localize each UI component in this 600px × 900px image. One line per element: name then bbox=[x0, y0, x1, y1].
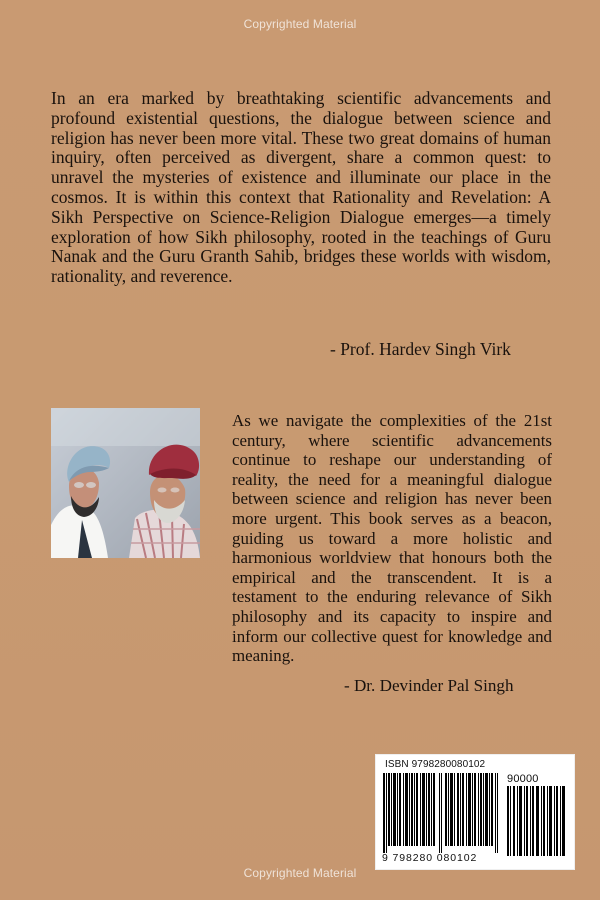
barcode-number: 9 798280 080102 bbox=[382, 852, 478, 864]
foreword-passage: In an era marked by breathtaking scientific advancements and profound existential questions, the dialogue between science and religion has never been more vital. These two great domains of human inquiry, often perceived as divergent, share a common quest: to unravel the mysteries of existence and illuminate our place in the cosmos. It is within this context that Rationality and Revelation: A Sikh Perspective on Science-Religion Dialogue emerges—a timely exploration of how Sikh philosophy, rooted in the teachings of Guru Nanak and the Guru Granth Sahib, bridges these worlds with wisdom, rationality, and reverence. bbox=[51, 88, 551, 287]
copyright-watermark-top: Copyrighted Material bbox=[243, 17, 357, 31]
endorsement-passage: As we navigate the complexities of the 21st century, where scientific advancements continue to reshape our understanding of reality, the need for a meaningful dialogue between science and religion has never been more urgent. This book serves as a beacon, guiding us toward a more holistic and harmonious worldview that honours both the empirical and the transcendent. It is a testament to the enduring relevance of Sikh philosophy and its capacity to inspire and inform our collective quest for knowledge and meaning. bbox=[232, 411, 552, 666]
isbn-label: ISBN 9798280080102 bbox=[385, 759, 486, 770]
passage-attribution-virk: - Prof. Hardev Singh Virk bbox=[330, 339, 511, 359]
price-barcode-bars bbox=[507, 786, 567, 856]
copyright-watermark-bottom: Copyrighted Material bbox=[243, 866, 357, 880]
main-barcode-bars bbox=[383, 773, 501, 853]
passage-attribution-singh: - Dr. Devinder Pal Singh bbox=[344, 676, 514, 695]
isbn-barcode bbox=[375, 754, 575, 870]
price-code: 90000 bbox=[507, 773, 539, 785]
author-photo bbox=[51, 408, 200, 558]
